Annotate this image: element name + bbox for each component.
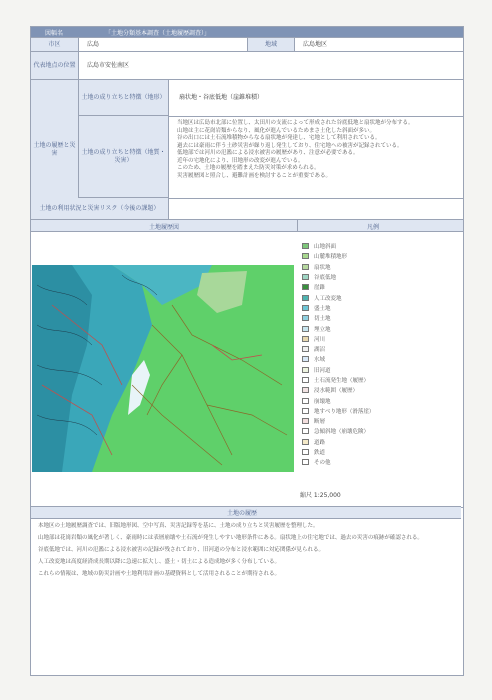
legend-label: 急傾斜地（崩壊危険） [314, 429, 370, 436]
location-label [31, 52, 79, 79]
description-paragraph: 人工改変地は高度経済成長期以降に急速に拡大し、盛土・切土による造成地が多く分布している。 [38, 559, 281, 565]
history-section-label-text: 土地の履歴と災害 [33, 141, 76, 157]
page-title: 「土地分類基本調査（土地履歴調査）」 [105, 30, 211, 37]
map-header-row [31, 220, 463, 232]
legend-item [302, 303, 452, 313]
description-paragraph: 山地部は花崗岩類の風化が著しく、豪雨時には表層崩壊や土石流が発生しやすい地形条件にある。扇状地上の住宅地では、過去の災害の痕跡が確認される。 [38, 535, 423, 541]
legend-label: 断層 [314, 419, 326, 426]
info-row-2 [31, 52, 463, 80]
legend-label: 旧河道 [314, 367, 331, 374]
legend-label: 水域 [314, 357, 326, 364]
legend-swatch [302, 243, 309, 249]
legend-label: 盛土地 [314, 305, 331, 312]
info-value-1: 広島 [87, 41, 100, 48]
legend-item [302, 241, 452, 251]
legend-item [302, 457, 452, 467]
legend-swatch [302, 253, 309, 259]
map-svg [32, 265, 294, 472]
legend-item [302, 344, 452, 354]
q2-text [177, 120, 459, 180]
legend-label: 地すべり地形（滑落崖） [314, 408, 375, 415]
legend-item [302, 354, 452, 364]
legend-swatch [302, 367, 309, 373]
q2-divider [169, 198, 463, 199]
history-section [31, 80, 463, 220]
q2-line: 山地は主に花崗岩類からなり、風化が進んでいるためまさ土化した斜面が多い。 [177, 127, 376, 134]
legend-swatch [302, 418, 309, 424]
legend-label: 山地斜面 [314, 244, 337, 251]
legend-item [302, 262, 452, 272]
legend-item [302, 385, 452, 395]
legend-swatch [302, 356, 309, 362]
q2-line: 災害履歴図と照合し、避難計画を検討することが重要である。 [177, 172, 332, 179]
info-row-1 [31, 38, 463, 52]
legend-item [302, 272, 452, 282]
header-label: 図幅名 [45, 30, 64, 37]
q2-label [79, 116, 169, 198]
legend-label: 道路 [314, 439, 326, 446]
legend-swatch [302, 459, 309, 465]
legend-item [302, 447, 452, 457]
map-legend [302, 241, 452, 468]
legend-swatch [302, 428, 309, 434]
legend-item [302, 437, 452, 447]
legend-item [302, 313, 452, 323]
legend-label: 埋立地 [314, 326, 331, 333]
legend-swatch [302, 274, 309, 280]
legend-swatch [302, 305, 309, 311]
q3-label [31, 198, 169, 219]
legend-swatch [302, 326, 309, 332]
description-title: 土地の履歴 [227, 510, 258, 517]
legend-swatch [302, 408, 309, 414]
description-paragraph: これらの情報は、地域の防災計画や土地利用計画の基礎資料として活用されることが期待される。 [38, 571, 281, 577]
land-history-map [32, 265, 294, 472]
description-body [38, 522, 456, 582]
q2-line: 過去には豪雨に伴う土砂災害が繰り返し発生しており、住宅地への被害が記録されている。 [177, 142, 403, 149]
legend-label: 湖沼 [314, 347, 326, 354]
location-label-text: 代表地点の位置 [33, 61, 76, 69]
map-scale: 縮尺 1:25,000 [300, 492, 341, 499]
legend-label: 崩壊地 [314, 398, 331, 405]
info-label-2 [247, 38, 295, 51]
legend-swatch [302, 439, 309, 445]
description-paragraph: 谷底低地では、河川の氾濫による浸水被害の記録が残されており、旧河道の分布と浸水範囲に対応関係が見られる。 [38, 547, 325, 553]
legend-item [302, 334, 452, 344]
q2-line: 近年の宅地化により、旧地形の改変が進んでいる。 [177, 157, 304, 164]
map-header-divider [297, 220, 298, 231]
legend-label: 崖錐 [314, 285, 326, 292]
legend-item [302, 426, 452, 436]
q2-label-text: 土地の成り立ちと特徴（地質・災害） [81, 148, 166, 164]
legend-item [302, 292, 452, 302]
legend-swatch [302, 449, 309, 455]
q1-label-text: 土地の成り立ちと特徴（地形） [81, 93, 166, 101]
q1-divider [169, 116, 463, 117]
legend-list [302, 241, 452, 468]
legend-swatch [302, 387, 309, 393]
q2-line: 低地部では河川の氾濫による浸水被害の履歴があり、注意が必要である。 [177, 150, 359, 156]
description-header [31, 506, 461, 519]
legend-label: 扇状地 [314, 264, 331, 271]
legend-label: 河川 [314, 336, 326, 343]
q1-label [79, 80, 169, 116]
legend-item [302, 406, 452, 416]
location-value: 広島市安佐南区 [87, 62, 130, 69]
legend-item [302, 282, 452, 292]
info-label-1-text: 市区 [48, 40, 61, 48]
q2-line: 当地区は広島市北部に位置し、太田川の支流によって形成された谷底低地と扇状地が分布する。 [177, 120, 414, 126]
legend-label: 土石流発生地（履歴） [314, 378, 370, 384]
info-label-1 [31, 38, 79, 51]
legend-swatch [302, 264, 309, 270]
q2-line: このため、土地の履歴を踏まえた防災対策が求められる。 [177, 165, 320, 171]
legend-item [302, 251, 452, 261]
q3-label-text: 土地の利用状況と災害リスク（今後の課題） [39, 204, 160, 212]
legend-label: 浸水範囲（履歴） [314, 388, 359, 395]
info-label-2-text: 地域 [264, 40, 277, 48]
legend-item [302, 375, 452, 385]
legend-label: 山麓堆積地形 [314, 254, 348, 261]
q2-line: 谷の出口には土石流堆積物からなる扇状地が発達し、宅地として利用されている。 [177, 135, 381, 141]
legend-label: 人工改変地 [314, 295, 342, 302]
legend-item [302, 416, 452, 426]
header-row [31, 27, 463, 38]
map-title: 土地履歴図 [149, 224, 180, 231]
info-value-2: 広島地区 [303, 41, 328, 48]
legend-swatch [302, 295, 309, 301]
legend-swatch [302, 315, 309, 321]
legend-label: 切土地 [314, 316, 331, 323]
legend-label: 鉄道 [314, 450, 326, 457]
legend-swatch [302, 284, 309, 290]
legend-item [302, 365, 452, 375]
legend-title: 凡例 [367, 224, 380, 231]
legend-swatch [302, 398, 309, 404]
q1-value: 扇状地・谷底低地（崖錐堆積） [179, 94, 264, 101]
legend-item [302, 395, 452, 405]
legend-swatch [302, 346, 309, 352]
legend-label: 谷底低地 [314, 275, 337, 282]
legend-swatch [302, 377, 309, 383]
legend-item [302, 323, 452, 333]
description-paragraph: 本地区の土地履歴調査では、旧版地形図、空中写真、災害記録等を基に、土地の成り立ちと災害履歴を整理した。 [38, 523, 319, 529]
legend-label: その他 [314, 460, 331, 467]
legend-swatch [302, 336, 309, 342]
